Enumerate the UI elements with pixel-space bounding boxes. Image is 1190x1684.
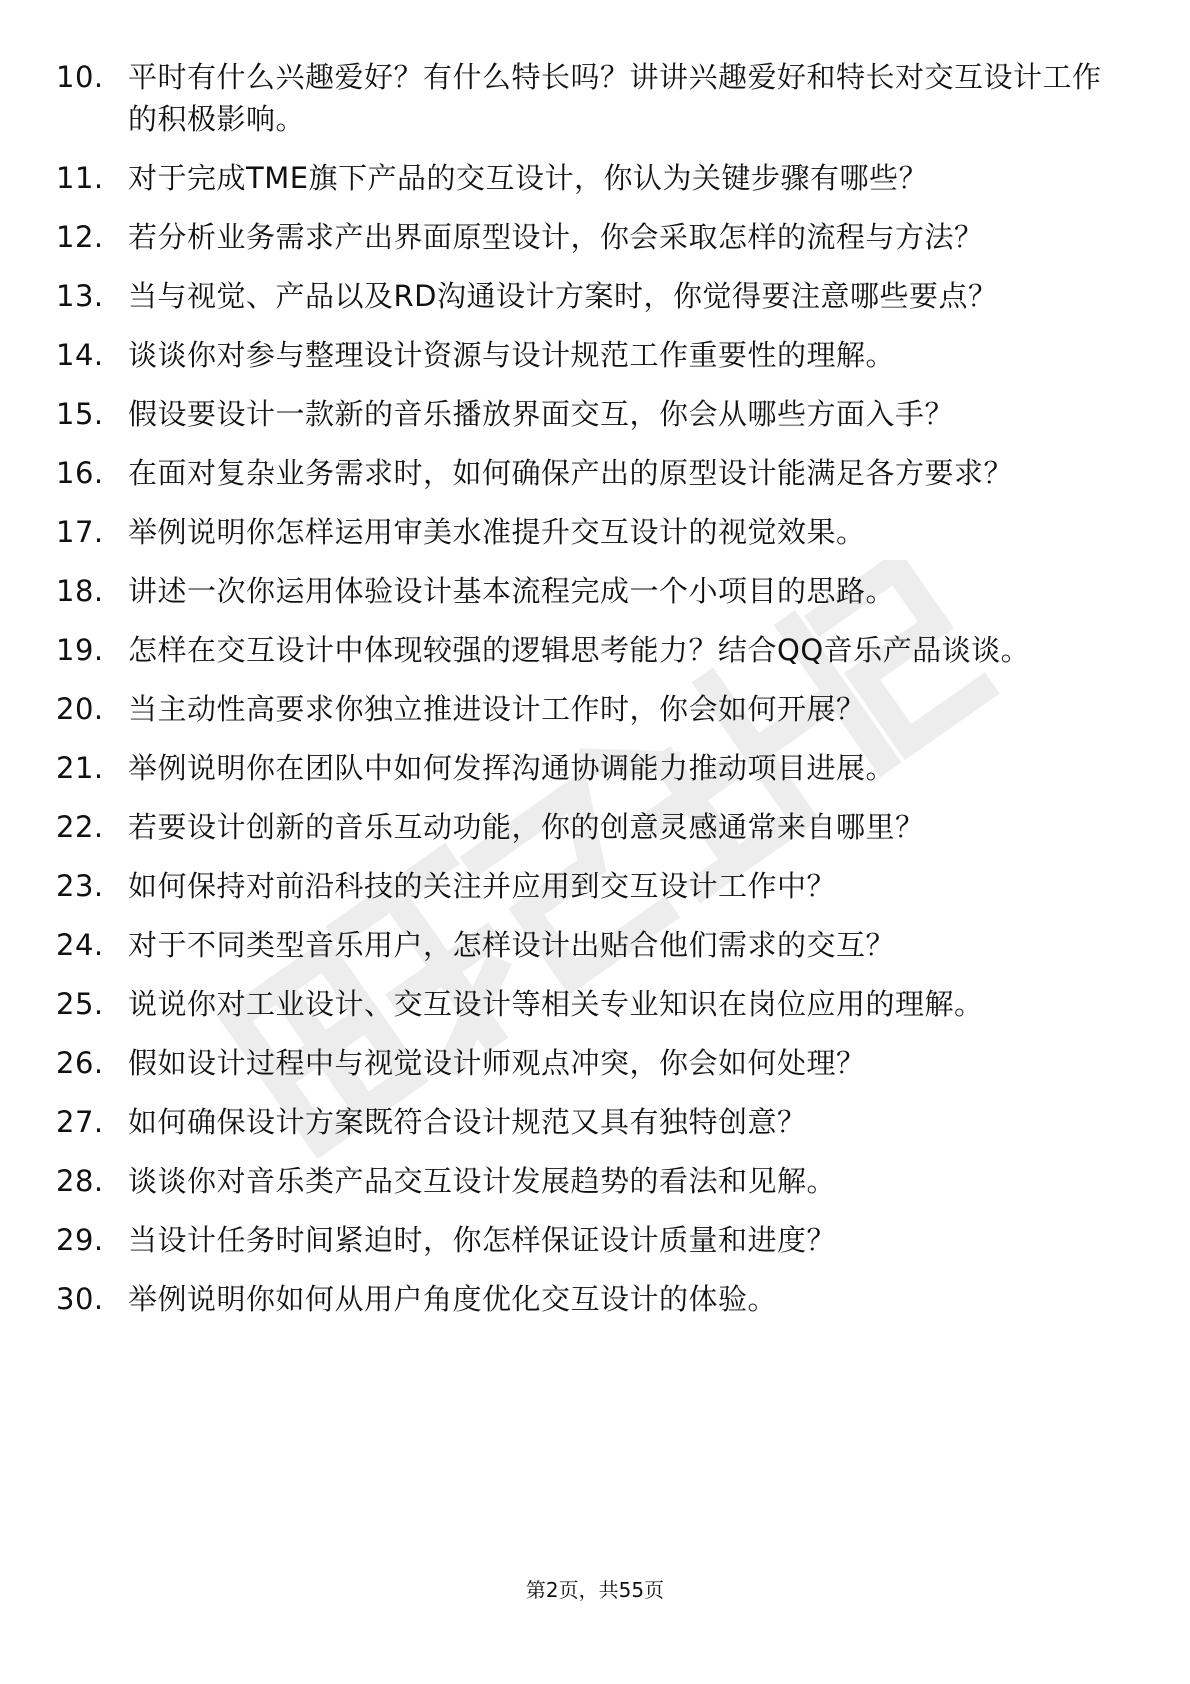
- question-number: 29.: [56, 1223, 104, 1257]
- question-item: [56, 1219, 1126, 1261]
- question-text: 举例说明你在团队中如何发挥沟通协调能力推动项目进展。: [128, 751, 896, 785]
- question-item: [56, 865, 1126, 907]
- question-number: 19.: [56, 633, 104, 667]
- question-number: 11.: [56, 161, 104, 195]
- question-item: [56, 924, 1126, 966]
- question-text: 说说你对工业设计、交互设计等相关专业知识在岗位应用的理解。: [128, 987, 984, 1021]
- question-item: [56, 334, 1126, 376]
- question-number: 14.: [56, 338, 104, 372]
- question-number: 16.: [56, 456, 104, 490]
- question-number: 24.: [56, 928, 104, 962]
- question-item: [56, 806, 1126, 848]
- question-number: 27.: [56, 1105, 104, 1139]
- question-number: 20.: [56, 692, 104, 726]
- question-item: [56, 983, 1126, 1025]
- question-text: 举例说明你怎样运用审美水准提升交互设计的视觉效果。: [128, 515, 866, 549]
- question-item: [56, 688, 1126, 730]
- question-item: [56, 1042, 1126, 1084]
- page-number-label: 第2页，共55页: [525, 1578, 665, 1602]
- question-item: [56, 157, 1126, 199]
- question-text: 平时有什么兴趣爱好？有什么特长吗？讲讲兴趣爱好和特长对交互设计工作的积极影响。: [128, 60, 1102, 136]
- question-text: 假如设计过程中与视觉设计师观点冲突，你会如何处理？: [128, 1046, 866, 1080]
- question-text: 当设计任务时间紧迫时，你怎样保证设计质量和进度？: [128, 1223, 837, 1257]
- question-item: [56, 1160, 1126, 1202]
- question-number: 28.: [56, 1164, 104, 1198]
- question-text: 讲述一次你运用体验设计基本流程完成一个小项目的思路。: [128, 574, 896, 608]
- question-text: 谈谈你对参与整理设计资源与设计规范工作重要性的理解。: [128, 338, 896, 372]
- question-number: 21.: [56, 751, 104, 785]
- question-text: 当主动性高要求你独立推进设计工作时，你会如何开展？: [128, 692, 866, 726]
- question-item: [56, 56, 1126, 140]
- question-number: 30.: [56, 1282, 104, 1316]
- question-number: 18.: [56, 574, 104, 608]
- question-text: 在面对复杂业务需求时，如何确保产出的原型设计能满足各方要求？: [128, 456, 1014, 490]
- question-text: 如何确保设计方案既符合设计规范又具有独特创意？: [128, 1105, 807, 1139]
- question-text: 对于不同类型音乐用户，怎样设计出贴合他们需求的交互？: [128, 928, 896, 962]
- question-item: [56, 570, 1126, 612]
- question-number: 23.: [56, 869, 104, 903]
- question-text: 举例说明你如何从用户角度优化交互设计的体验。: [128, 1282, 778, 1316]
- question-list: [56, 56, 1126, 1337]
- question-item: [56, 216, 1126, 258]
- question-number: 15.: [56, 397, 104, 431]
- question-number: 22.: [56, 810, 104, 844]
- question-item: [56, 452, 1126, 494]
- question-number: 25.: [56, 987, 104, 1021]
- question-text: 谈谈你对音乐类产品交互设计发展趋势的看法和见解。: [128, 1164, 837, 1198]
- question-text: 怎样在交互设计中体现较强的逻辑思考能力？结合QQ音乐产品谈谈。: [128, 633, 1031, 667]
- question-item: [56, 393, 1126, 435]
- question-item: [56, 1278, 1126, 1320]
- page-footer: [0, 1574, 1190, 1603]
- question-text: 如何保持对前沿科技的关注并应用到交互设计工作中？: [128, 869, 837, 903]
- question-number: 17.: [56, 515, 104, 549]
- question-item: [56, 275, 1126, 317]
- question-item: [56, 629, 1126, 671]
- question-number: 10.: [56, 60, 104, 94]
- question-text: 假设要设计一款新的音乐播放界面交互，你会从哪些方面入手？: [128, 397, 955, 431]
- question-text: 若要设计创新的音乐互动功能，你的创意灵感通常来自哪里？: [128, 810, 925, 844]
- question-number: 26.: [56, 1046, 104, 1080]
- question-item: [56, 747, 1126, 789]
- question-text: 对于完成TME旗下产品的交互设计，你认为关键步骤有哪些？: [128, 161, 929, 195]
- question-item: [56, 1101, 1126, 1143]
- question-text: 若分析业务需求产出界面原型设计，你会采取怎样的流程与方法？: [128, 220, 984, 254]
- question-text: 当与视觉、产品以及RD沟通设计方案时，你觉得要注意哪些要点？: [128, 279, 998, 313]
- question-number: 13.: [56, 279, 104, 313]
- question-item: [56, 511, 1126, 553]
- question-number: 12.: [56, 220, 104, 254]
